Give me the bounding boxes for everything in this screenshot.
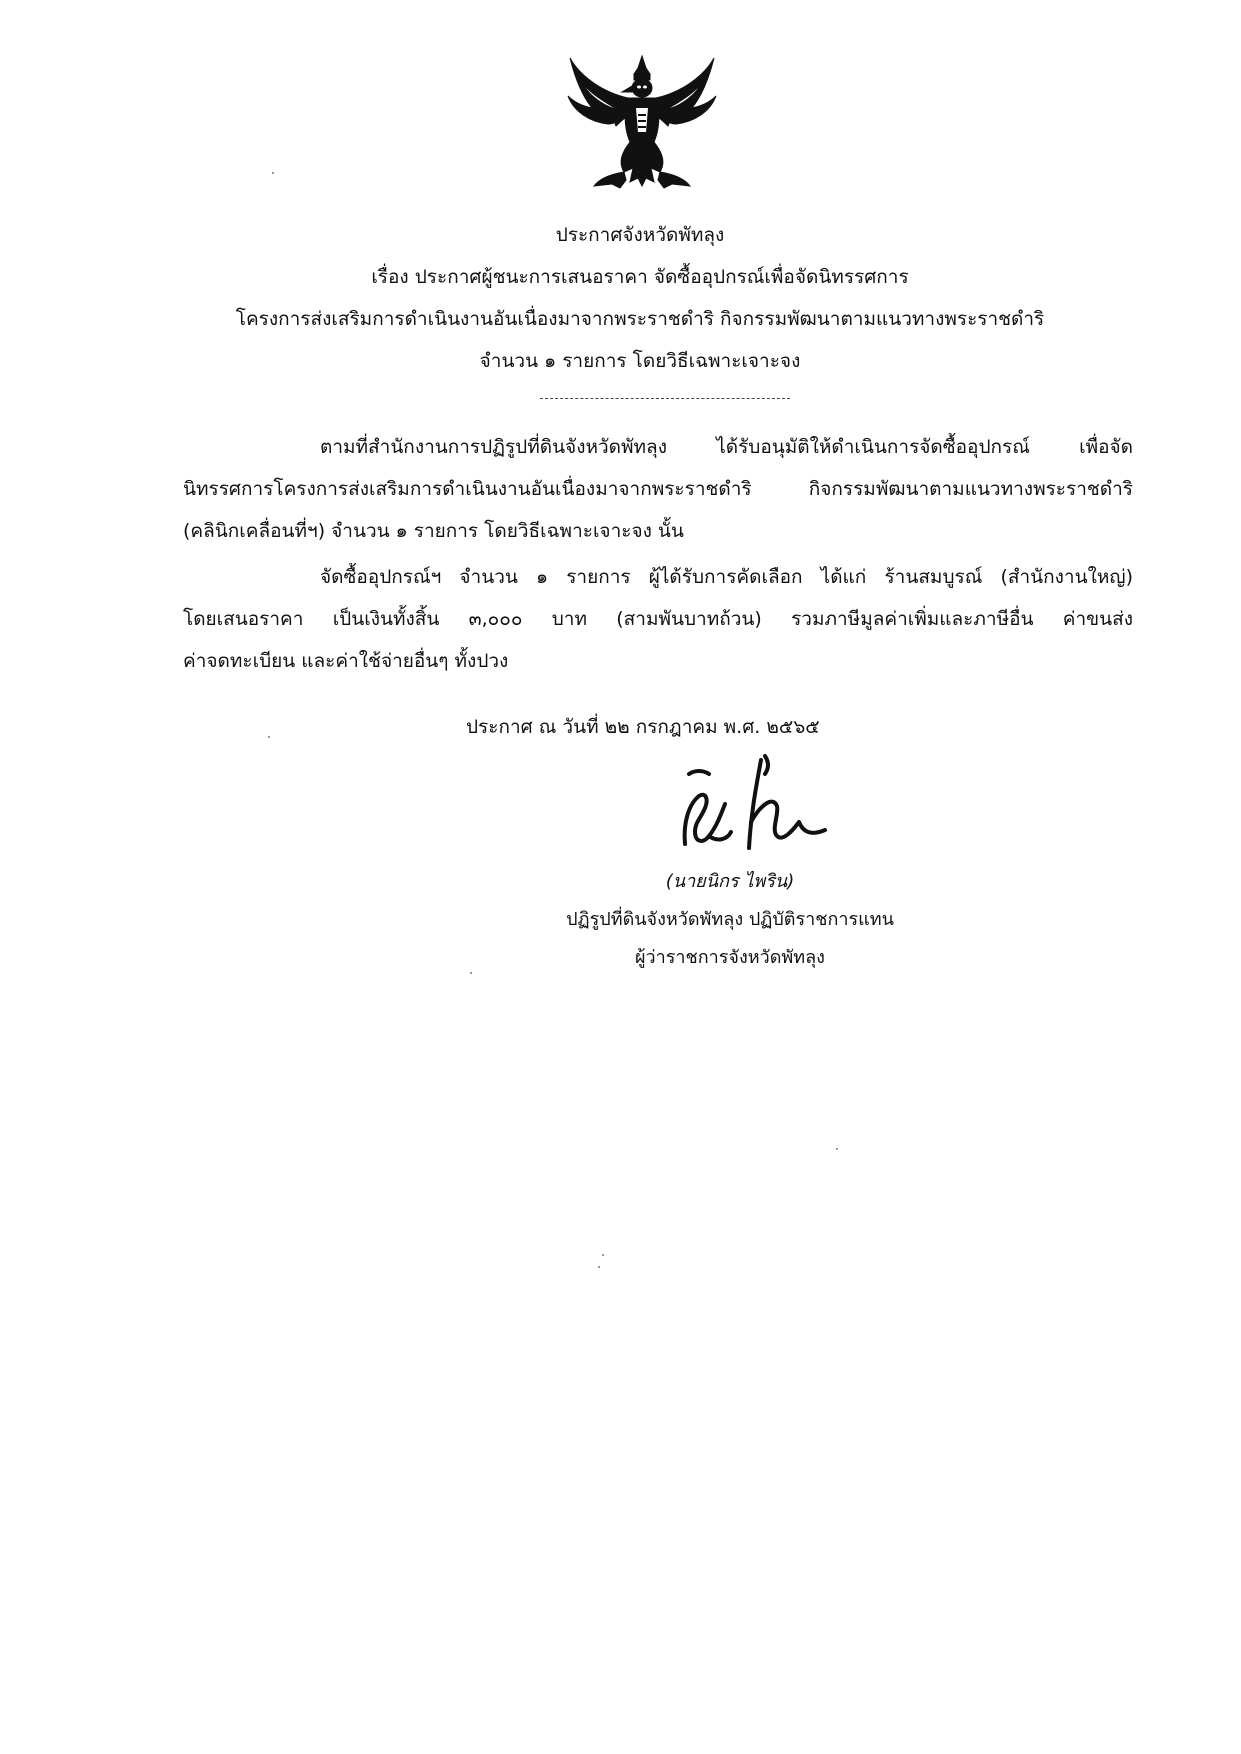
announcement-date: ประกาศ ณ วันที่ ๒๒ กรกฎาคม พ.ศ. ๒๕๖๕	[466, 716, 820, 738]
body-paragraph-1	[183, 426, 1133, 552]
announcement-heading: ประกาศจังหวัดพัทลุง	[555, 224, 725, 246]
scan-speck	[602, 1254, 604, 1256]
signatory-title-governor: ผู้ว่าราชการจังหวัดพัทลุง	[635, 947, 825, 968]
paragraph-2-line: โดยเสนอราคา เป็นเงินทั้งสิ้น ๓,๐๐๐ บาท (สามพันบาทถ้วน) รวมภาษีมูลค่าเพิ่มและภาษีอื่น ค่าขนส่ง	[183, 608, 1133, 630]
separator-line	[540, 398, 790, 399]
quantity-method-line: จำนวน ๑ รายการ โดยวิธีเฉพาะเจาะจง	[479, 350, 801, 372]
project-line: โครงการส่งเสริมการดำเนินงานอันเนื่องมาจากพระราชดำริ กิจกรรมพัฒนาตามแนวทางพระราชดำริ	[235, 308, 1045, 330]
signatory-title: ปฏิรูปที่ดินจังหวัดพัทลุง ปฏิบัติราชการแทน	[566, 909, 894, 930]
scan-speck	[268, 736, 270, 738]
handwritten-signature	[665, 752, 845, 862]
subject-line: เรื่อง ประกาศผู้ชนะการเสนอราคา จัดซื้ออุปกรณ์เพื่อจัดนิทรรศการ	[371, 266, 909, 288]
paragraph-2-line: ค่าจดทะเบียน และค่าใช้จ่ายอื่นๆ ทั้งปวง	[183, 650, 509, 672]
paragraph-1-line: นิทรรศการโครงการส่งเสริมการดำเนินงานอันเนื่องมาจากพระราชดำริ กิจกรรมพัฒนาตามแนวทางพระราชดำริ	[183, 478, 1133, 500]
signatory-name: (นายนิกร ไพริน)	[665, 871, 795, 892]
paragraph-1-line: ตามที่สำนักงานการปฏิรูปที่ดินจังหวัดพัทลุง ได้รับอนุมัติให้ดำเนินการจัดซื้ออุปกรณ์ เพื่อจัด	[320, 436, 1133, 458]
paragraph-2-line: จัดซื้ออุปกรณ์ฯ จำนวน ๑ รายการ ผู้ได้รับการคัดเลือก ได้แก่ ร้านสมบูรณ์ (สำนักงานใหญ่)	[320, 566, 1133, 588]
body-paragraph-2	[183, 556, 1133, 682]
scan-speck	[598, 1266, 600, 1268]
scan-speck	[836, 1148, 838, 1150]
scan-speck	[272, 172, 274, 174]
garuda-emblem-icon	[562, 52, 722, 192]
paragraph-1-line: (คลินิกเคลื่อนที่ฯ) จำนวน ๑ รายการ โดยวิธีเฉพาะเจาะจง นั้น	[183, 520, 684, 542]
scan-speck	[470, 972, 472, 974]
